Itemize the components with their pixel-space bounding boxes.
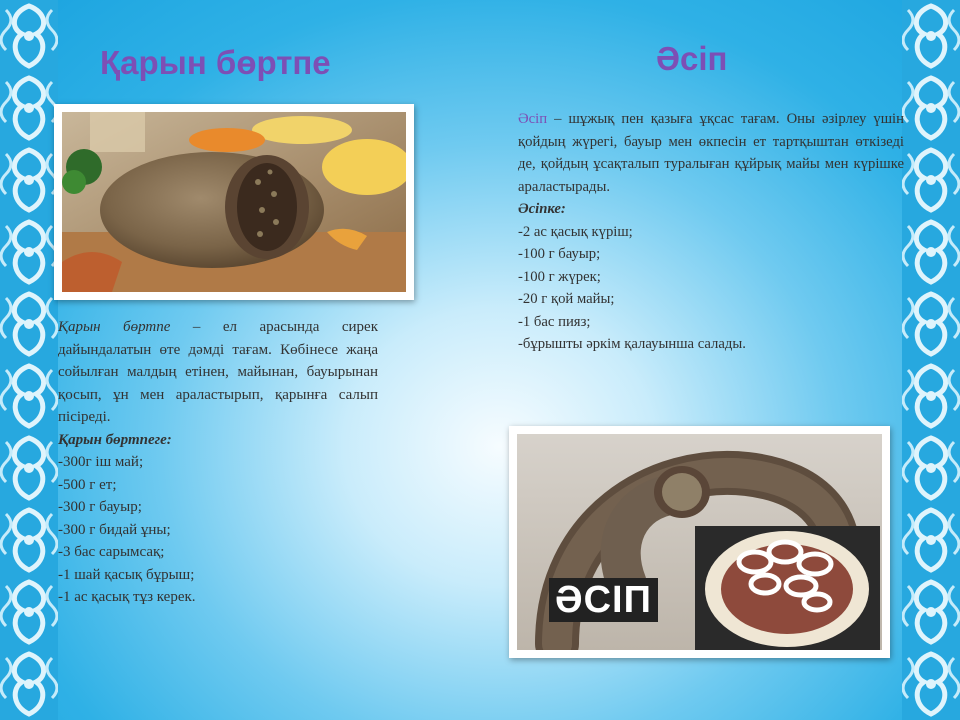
ornament-dot (24, 679, 34, 689)
karyn-bortpe-illustration (62, 112, 406, 292)
ornament-curl (949, 658, 959, 698)
ingredient-item: -100 г жүрек; (518, 268, 601, 285)
ornament-curl (47, 514, 57, 554)
asip-ingredients-list (518, 221, 904, 356)
ornament-curl (47, 658, 57, 698)
ornament-curl (1, 514, 11, 554)
ornament-curl (47, 10, 57, 50)
ornament-curl (949, 154, 959, 194)
ornament-dot (24, 319, 34, 329)
ornament-curl (1, 442, 11, 482)
ornament-curl (903, 226, 913, 266)
ornament-curl (903, 658, 913, 698)
ornament-dot (926, 679, 936, 689)
asip-photo (509, 426, 890, 658)
ornament-dot (926, 391, 936, 401)
ornament-dot (926, 31, 936, 41)
ornament-curl (1, 82, 11, 122)
ornament-dot (926, 607, 936, 617)
asip-ingredients-title: Әсіпке: (518, 201, 566, 217)
ornament-dot (24, 391, 34, 401)
ornament-curl (949, 370, 959, 410)
ornament-curl (47, 298, 57, 338)
ornament-curl (903, 82, 913, 122)
ingredient-item: -1 бас пияз; (518, 313, 591, 330)
asip-photo-caption: ӘСІП (549, 578, 658, 622)
ingredient-item: -2 ас қасық күріш; (518, 223, 633, 240)
ornament-curl (903, 10, 913, 50)
ornament-curl (949, 298, 959, 338)
ornament-dot (24, 463, 34, 473)
ornament-curl (47, 586, 57, 626)
karyn-bortpe-term: Қарын бөртпе (58, 319, 171, 335)
ornament-curl (903, 514, 913, 554)
ornament-dot (24, 103, 34, 113)
ornament-curl (1, 226, 11, 266)
ingredient-item: -500 г ет; (58, 476, 117, 493)
ingredient-item: -1 шай қасық бұрыш; (58, 566, 195, 583)
ornament-dot (24, 535, 34, 545)
ornament-dot (926, 463, 936, 473)
ornament-curl (903, 298, 913, 338)
ornament-curl (903, 154, 913, 194)
asip-text (518, 108, 904, 356)
ornament-curl (47, 442, 57, 482)
ornament-dot (926, 103, 936, 113)
ingredient-item: -300 г бауыр; (58, 499, 142, 515)
ingredient-item: -300г іш май; (58, 454, 144, 470)
ornament-curl (1, 154, 11, 194)
karyn-bortpe-description-text: – ел арасында сирек дайындалатын өте дәмді тағам. Көбінесе жаңа сойылған малдың етінен, майынан, бауырынан қосып, ұн мен араластырып, қарынға салып пісіреді. (58, 319, 378, 425)
asip-term: Әсіп (518, 111, 548, 127)
ingredient-item: -20 г қой майы; (518, 291, 615, 307)
ornament-curl (949, 82, 959, 122)
ornament-dot (24, 175, 34, 185)
asip-description (518, 108, 904, 198)
ornament-dot (24, 607, 34, 617)
ornament-dot (926, 319, 936, 329)
ornament-curl (1, 298, 11, 338)
ornament-curl (903, 370, 913, 410)
ornament-curl (903, 442, 913, 482)
ornament-curl (1, 370, 11, 410)
right-title: Әсіп (656, 40, 728, 77)
ornament-curl (949, 586, 959, 626)
left-ornament-border (0, 0, 58, 720)
ornament-curl (1, 658, 11, 698)
ornament-dot (24, 31, 34, 41)
karyn-bortpe-ingredients-list (58, 451, 378, 609)
karyn-bortpe-text (58, 316, 378, 609)
ornament-curl (949, 442, 959, 482)
karyn-bortpe-ingredients-title: Қарын бөртпеге: (58, 431, 172, 448)
ornament-curl (949, 226, 959, 266)
karyn-bortpe-description (58, 316, 378, 429)
ingredient-item: -100 г бауыр; (518, 246, 601, 262)
left-title: Қарын бөртпе (100, 44, 331, 81)
ornament-dot (926, 175, 936, 185)
ornament-curl (47, 370, 57, 410)
ornament-dot (926, 535, 936, 545)
ingredient-item: -300 г бидай ұны; (58, 521, 171, 538)
ingredient-item: -3 бас сарымсақ; (58, 544, 165, 560)
ornament-pattern (902, 0, 960, 720)
ornament-curl (1, 10, 11, 50)
karyn-bortpe-photo (54, 104, 414, 300)
right-ornament-border (902, 0, 960, 720)
ornament-curl (1, 586, 11, 626)
ornament-curl (949, 514, 959, 554)
ingredient-item: -бұрышты әркім қалауынша салады. (518, 336, 746, 352)
asip-description-text: – шұжық пен қазыға ұқсас тағам. Оны әзірлеу үшін қойдың жүрегі, бауыр мен өкпесін ет тартқыштан өткізеді де, қойдың ұсақталып туралыған құйрық майы мен күрішке араластырады. (518, 111, 904, 195)
ornament-curl (903, 586, 913, 626)
ornament-curl (949, 10, 959, 50)
ingredient-item: -1 ас қасық тұз керек. (58, 589, 196, 605)
ornament-pattern (0, 0, 58, 720)
ornament-dot (24, 247, 34, 257)
ornament-dot (926, 247, 936, 257)
